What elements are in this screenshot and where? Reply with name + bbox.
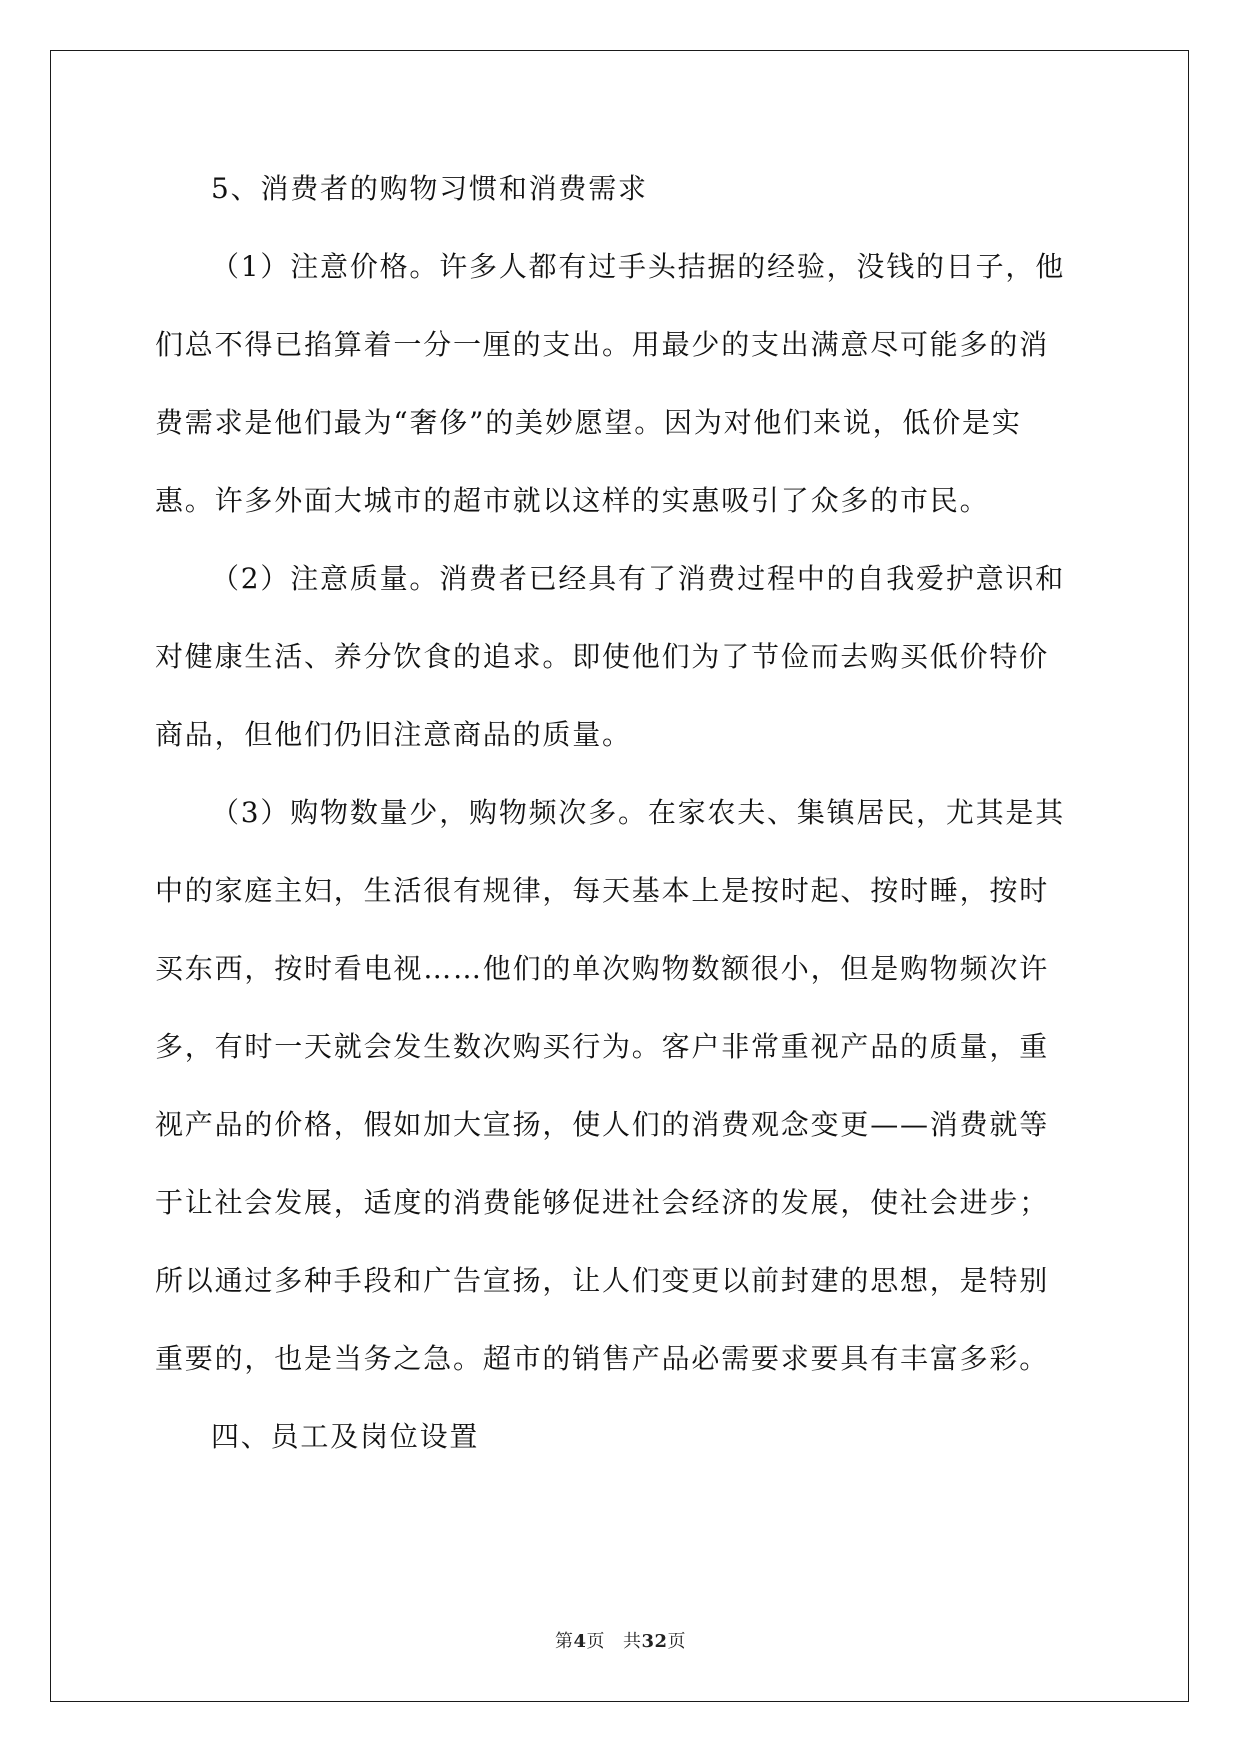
paragraph-frequency (155, 786, 1085, 1410)
paragraph-quality (155, 552, 1085, 786)
document-body (155, 162, 1085, 1488)
section-heading: 5、消费者的购物习惯和消费需求 (211, 172, 648, 205)
paragraph-line: 多，有时一天就会发生数次购买行为。客户非常重视产品的质量，重 (155, 1030, 1050, 1063)
paragraph-line: 视产品的价格，假如加大宣扬，使人们的消费观念变更——消费就等 (155, 1108, 1050, 1141)
page-footer (0, 1627, 1241, 1653)
paragraph-price (155, 240, 1085, 552)
paragraph-line: 商品，但他们仍旧注意商品的质量。 (155, 718, 632, 751)
next-section-heading: 四、员工及岗位设置 (211, 1420, 480, 1453)
paragraph-line: （1）注意价格。许多人都有过手头拮据的经验，没钱的日子，他 (211, 250, 1066, 283)
paragraph-line: 重要的，也是当务之急。超市的销售产品必需要求要具有丰富多彩。 (155, 1342, 1050, 1375)
paragraph-line: 惠。许多外面大城市的超市就以这样的实惠吸引了众多的市民。 (155, 484, 990, 517)
total-prefix: 共 (622, 1631, 642, 1652)
paragraph-line: 于让社会发展，适度的消费能够促进社会经济的发展，使社会进步； (155, 1186, 1050, 1219)
paragraph-line: 中的家庭主妇，生活很有规律，每天基本上是按时起、按时睡，按时 (155, 874, 1050, 907)
paragraph-line: 对健康生活、养分饮食的追求。即使他们为了节俭而去购买低价特价 (155, 640, 1050, 673)
paragraph-line: 们总不得已掐算着一分一厘的支出。用最少的支出满意尽可能多的消 (155, 328, 1050, 361)
total-suffix: 页 (667, 1631, 687, 1652)
page-prefix: 第 (554, 1631, 574, 1652)
total-pages: 32 (641, 1631, 668, 1652)
page-suffix: 页 (586, 1631, 605, 1652)
paragraph-line: 费需求是他们最为“奢侈”的美妙愿望。因为对他们来说，低价是实 (155, 406, 1022, 439)
paragraph-line: 买东西，按时看电视……他们的单次购物数额很小，但是购物频次许 (155, 952, 1050, 985)
paragraph-line: （2）注意质量。消费者已经具有了消费过程中的自我爱护意识和 (211, 562, 1066, 595)
page-number: 4 (573, 1631, 587, 1652)
paragraph-line: （3）购物数量少，购物频次多。在家农夫、集镇居民，尤其是其 (211, 796, 1066, 829)
paragraph-line: 所以通过多种手段和广告宣扬，让人们变更以前封建的思想，是特别 (155, 1264, 1050, 1297)
